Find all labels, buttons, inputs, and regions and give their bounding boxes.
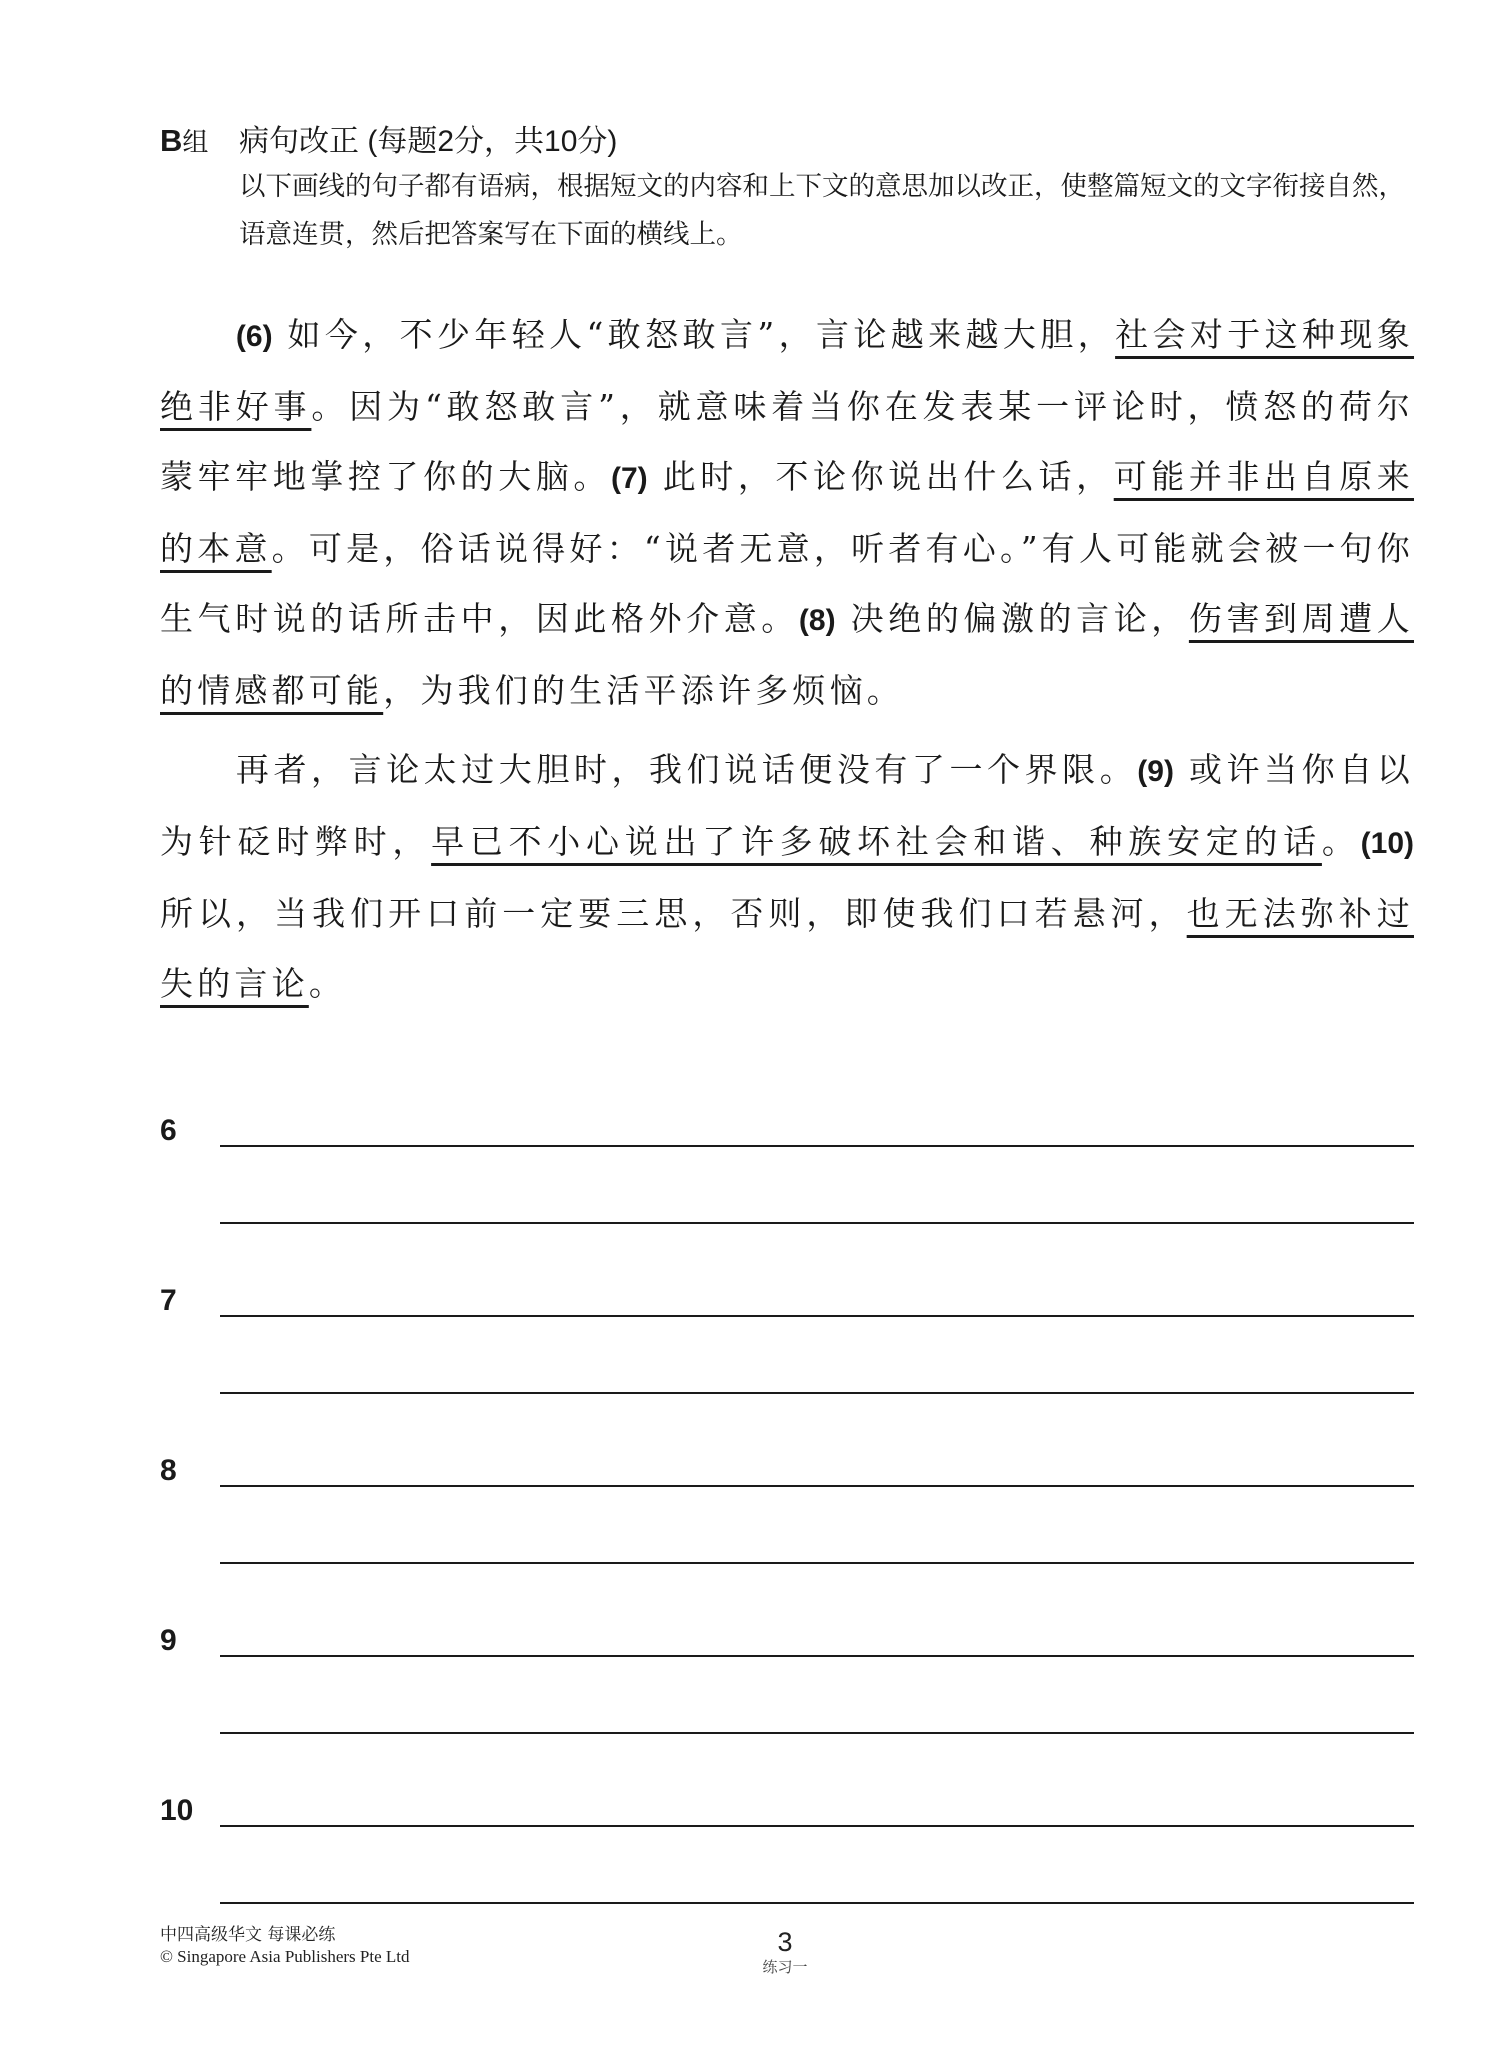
- question-label-8: (8): [798, 604, 836, 637]
- underlined-sentence-7: 可能并非出自原来的本意: [160, 457, 1414, 568]
- text: 如今，不少年轻人“敢怒敢言”，言论越来越大胆，: [272, 315, 1116, 354]
- answer-block-6: [160, 1100, 1414, 1270]
- text: ，为我们的生活平添许多烦恼。: [383, 671, 905, 710]
- section-title: 病句改正 (每题2分，共10分): [239, 125, 618, 158]
- answer-number: 9: [160, 1624, 177, 1657]
- footer-center: [745, 1928, 825, 1978]
- answer-line[interactable]: [220, 1655, 1414, 1657]
- answer-number: 8: [160, 1454, 177, 1487]
- answer-line[interactable]: [220, 1485, 1414, 1487]
- text: 所以，当我们开口前一定要三思，否则，即使我们口若悬河，: [160, 894, 1187, 933]
- answer-section: [160, 1100, 1414, 1950]
- text: 再者，言论太过大胆时，我们说话便没有了一个界限。: [235, 750, 1138, 789]
- section-header: [160, 116, 1420, 258]
- text: 决绝的偏激的言论，: [835, 599, 1189, 638]
- copyright: © Singapore Asia Publishers Pte Ltd: [160, 1947, 410, 1966]
- answer-block-8: [160, 1440, 1414, 1610]
- section-title-row: [160, 116, 1420, 160]
- answer-line[interactable]: [220, 1732, 1414, 1734]
- question-label-9: (9): [1137, 755, 1174, 788]
- question-label-6: (6): [235, 320, 273, 353]
- answer-line[interactable]: [220, 1562, 1414, 1564]
- text: 。: [308, 964, 347, 1003]
- group-letter: B: [160, 123, 183, 158]
- answer-number: 6: [160, 1114, 177, 1147]
- underlined-sentence-9: 早已不小心说出了许多破坏社会和谐、种族安定的话: [431, 822, 1322, 861]
- underlined-sentence-8: 伤害到周遭人的情感都可能: [160, 599, 1414, 710]
- text: 。因为“敢怒敢言”，就意味着当你在发表某一评论时，愤怒的荷尔蒙牢牢地掌控了你的大脑。: [160, 387, 1414, 496]
- answer-block-7: [160, 1270, 1414, 1440]
- text: 或许当你自以为针砭时弊时，: [160, 750, 1414, 861]
- underlined-sentence-10: 也无法弥补过失的言论: [160, 894, 1414, 1003]
- answer-block-9: [160, 1610, 1414, 1780]
- underlined-sentence-6: 社会对于这种现象绝非好事: [160, 315, 1415, 426]
- answer-line[interactable]: [220, 1222, 1414, 1224]
- instructions: 以下画线的句子都有语病，根据短文的内容和上下文的意思加以改正，使整篇短文的文字衔接自然，语意连贯，然后把答案写在下面的横线上。: [239, 171, 1405, 249]
- question-label-7: (7): [610, 462, 648, 495]
- answer-number: 7: [160, 1284, 177, 1317]
- text: 此时，不论你说出什么话，: [647, 457, 1114, 496]
- paragraph-2: [160, 735, 1414, 1019]
- passage: [160, 300, 1414, 1019]
- answer-line[interactable]: [220, 1392, 1414, 1394]
- group-char: 组: [182, 127, 209, 157]
- question-label-10: (10): [1360, 827, 1414, 860]
- footer-left: [160, 1924, 410, 1968]
- book-title: 中四高级华文 每课必练: [160, 1925, 336, 1945]
- text: 。: [1321, 822, 1361, 861]
- exercise-label: 练习一: [762, 1958, 808, 1976]
- paragraph-1: [160, 300, 1414, 726]
- answer-line[interactable]: [220, 1825, 1414, 1827]
- answer-line[interactable]: [220, 1145, 1414, 1147]
- page-number: 3: [777, 1927, 793, 1957]
- answer-line[interactable]: [220, 1902, 1414, 1904]
- answer-line[interactable]: [220, 1315, 1414, 1317]
- answer-number: 10: [160, 1794, 194, 1827]
- text: 。可是，俗话说得好：“说者无意，听者有心。”有人可能就会被一句你生气时说的话所击中，因此格外介意。: [160, 529, 1414, 638]
- group-label: [160, 122, 239, 159]
